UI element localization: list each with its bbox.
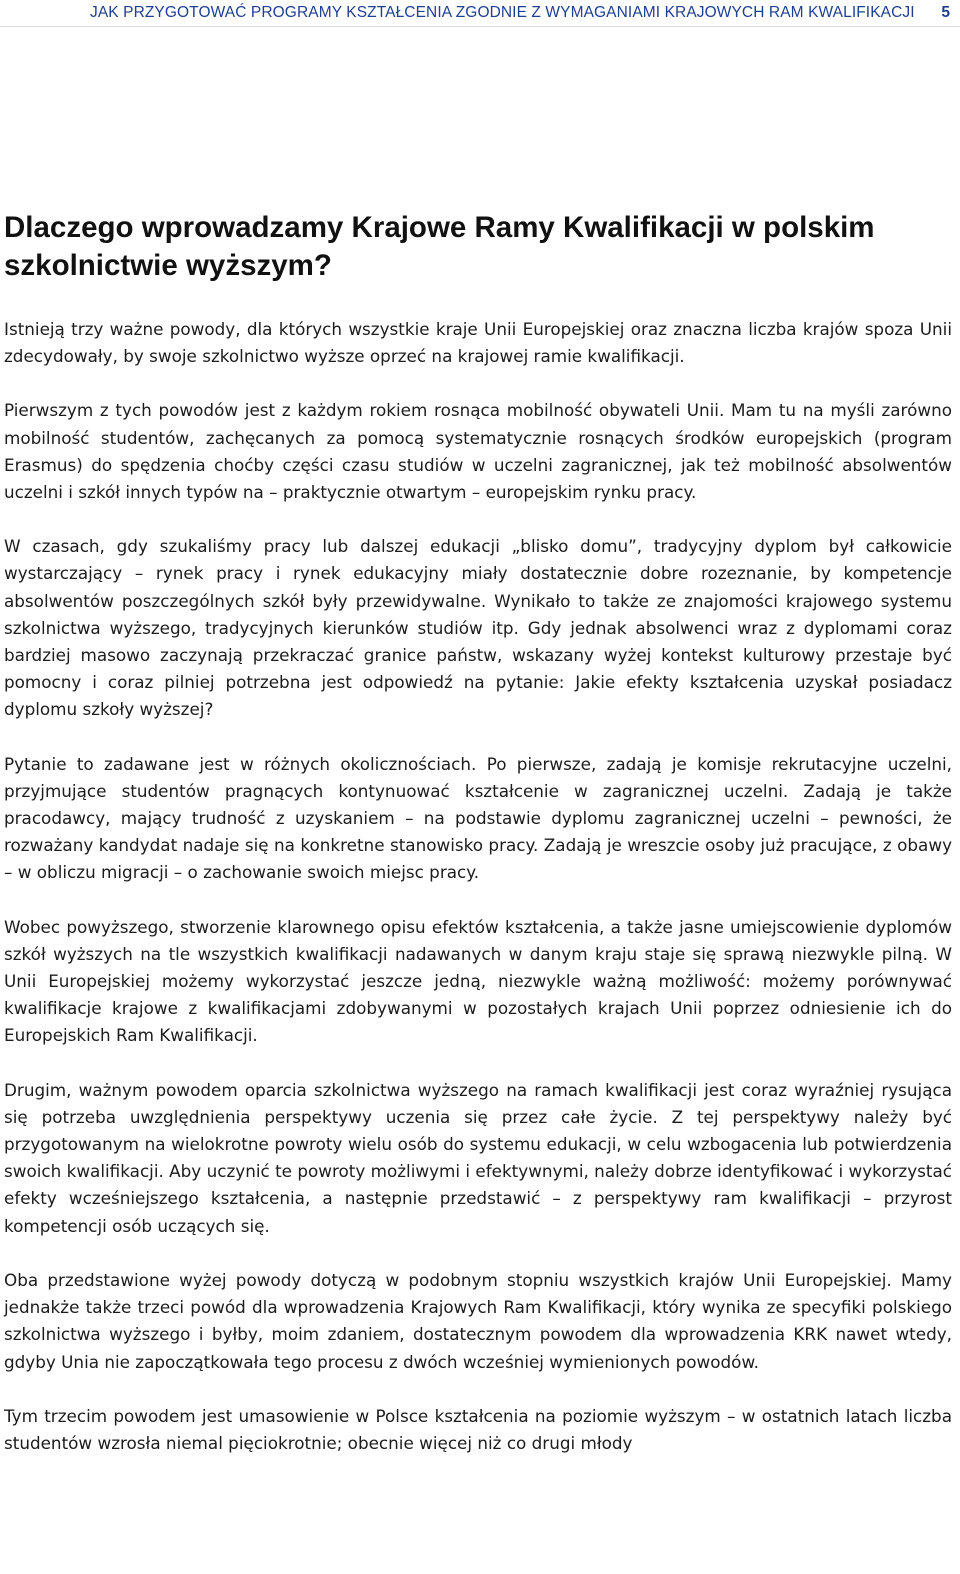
paragraph: Oba przedstawione wyżej powody dotyczą w podobnym stopniu wszystkich krajów Unii Europejskiej. Mamy jednakże także trzeci powód dla wprowadzenia Krajowych Ram Kwalifikacji, który wynika ze specyfiki polskiego szkolnictwa wyższego i byłby, moim zdaniem, dostatecznym powodem dla wprowadzenia KRK nawet wtedy, gdyby Unia nie zapoczątkowała tego procesu z dwóch wcześniej wymienionych powodów. xyxy=(4,1269,952,1372)
paragraph: Drugim, ważnym powodem oparcia szkolnictwa wyższego na ramach kwalifikacji jest coraz wyraźniej rysująca się potrzeba uwzględnienia perspektywy uczenia się przez całe życie. Z tej perspektywy należy być przygotowanym na wielokrotne powroty wielu osób do systemu edukacji, w celu wzbogacenia lub potwierdzenia swoich kwalifikacji. Aby uczynić te powroty możliwymi i efektywnymi, należy dobrze identyfikować i wykorzystać efekty wcześniejszego kształcenia, a następnie przedstawić – z perspektywy ram kwalifikacji – przyrost kompetencji osób uczących się. xyxy=(4,1079,952,1236)
paragraph: W czasach, gdy szukaliśmy pracy lub dalszej edukacji „blisko domu”, tradycyjny dyplom był całkowicie wystarczający – rynek pracy i rynek edukacyjny miały dostatecznie dobre rozeznanie, by kompetencje absolwentów poszczególnych szkół były przewidywalne. Wynikało to także ze znajomości krajowego systemu szkolnictwa wyższego, tradycyjnych kierunków studiów itp. Gdy jednak absolwenci wraz z dyplomami coraz bardziej masowo zaczynają przekraczać granice państw, wskazany wyżej kontekst kulturowy przestaje być pomocny i coraz pilniej potrzebna jest odpowiedź na pytanie: Jakie efekty kształcenia uzyskał posiadacz dyplomu szkoły wyższej? xyxy=(4,536,952,720)
paragraph: Tym trzecim powodem jest umasowienie w Polsce kształcenia na poziomie wyższym – w ostatnich latach liczba studentów wzrosła niemal pięciokrotnie; obecnie więcej niż co drugi młody xyxy=(4,1405,952,1453)
paragraph: Wobec powyższego, stworzenie klarownego opisu efektów kształcenia, a także jasne umiejscowienie dyplomów szkół wyższych na tle wszystkich kwalifikacji nadawanych w danym kraju staje się sprawą niezwykle pilną. W Unii Europejskiej możemy wykorzystać jeszcze jedną, niezwykle ważną możliwość: możemy porównywać kwalifikacje krajowe z kwalifikacjami zdobywanymi w pozostałych krajach Unii poprzez odniesienie ich do Europejskich Ram Kwalifikacji. xyxy=(4,916,952,1046)
paragraph: Pierwszym z tych powodów jest z każdym rokiem rosnąca mobilność obywateli Unii. Mam tu na myśli zarówno mobilność studentów, zachęcanych za pomocą systematycznie rosnących środków europejskich (program Erasmus) do spędzenia choćby części czasu studiów w uczelni zagranicznej, jak też mobilność absolwentów uczelni i szkół innych typów na – praktycznie otwartym – europejskim rynku pracy. xyxy=(4,400,952,503)
section-heading: Dlaczego wprowadzamy Krajowe Ramy Kwalifikacji w polskim szkolnictwie wyższym? xyxy=(4,211,875,282)
page-number: 5 xyxy=(941,4,950,21)
header-title: JAK PRZYGOTOWAĆ PROGRAMY KSZTAŁCENIA ZGODNIE Z WYMAGANIAMI KRAJOWYCH RAM KWALIFIKACJI xyxy=(90,4,915,21)
running-header xyxy=(0,0,960,27)
paragraph: Istnieją trzy ważne powody, dla których wszystkie kraje Unii Europejskiej oraz znaczna liczba krajów spoza Unii zdecydowały, by swoje szkolnictwo wyższe oprzeć na krajowej ramie kwalifikacji. xyxy=(4,319,952,367)
body-text xyxy=(4,316,952,1484)
paragraph: Pytanie to zadawane jest w różnych okolicznościach. Po pierwsze, zadają je komisje rekrutacyjne uczelni, przyjmujące studentów pragnących kontynuować kształcenie w zagranicznej uczelni. Zadają je także pracodawcy, mający trudność z uzyskaniem – na podstawie dyplomu zagranicznej uczelni – pewności, że rozważany kandydat nadaje się na konkretne stanowisko pracy. Zadają je wreszcie osoby już pracujące, z obawy – w obliczu migracji – o zachowanie swoich miejsc pracy. xyxy=(4,753,952,883)
